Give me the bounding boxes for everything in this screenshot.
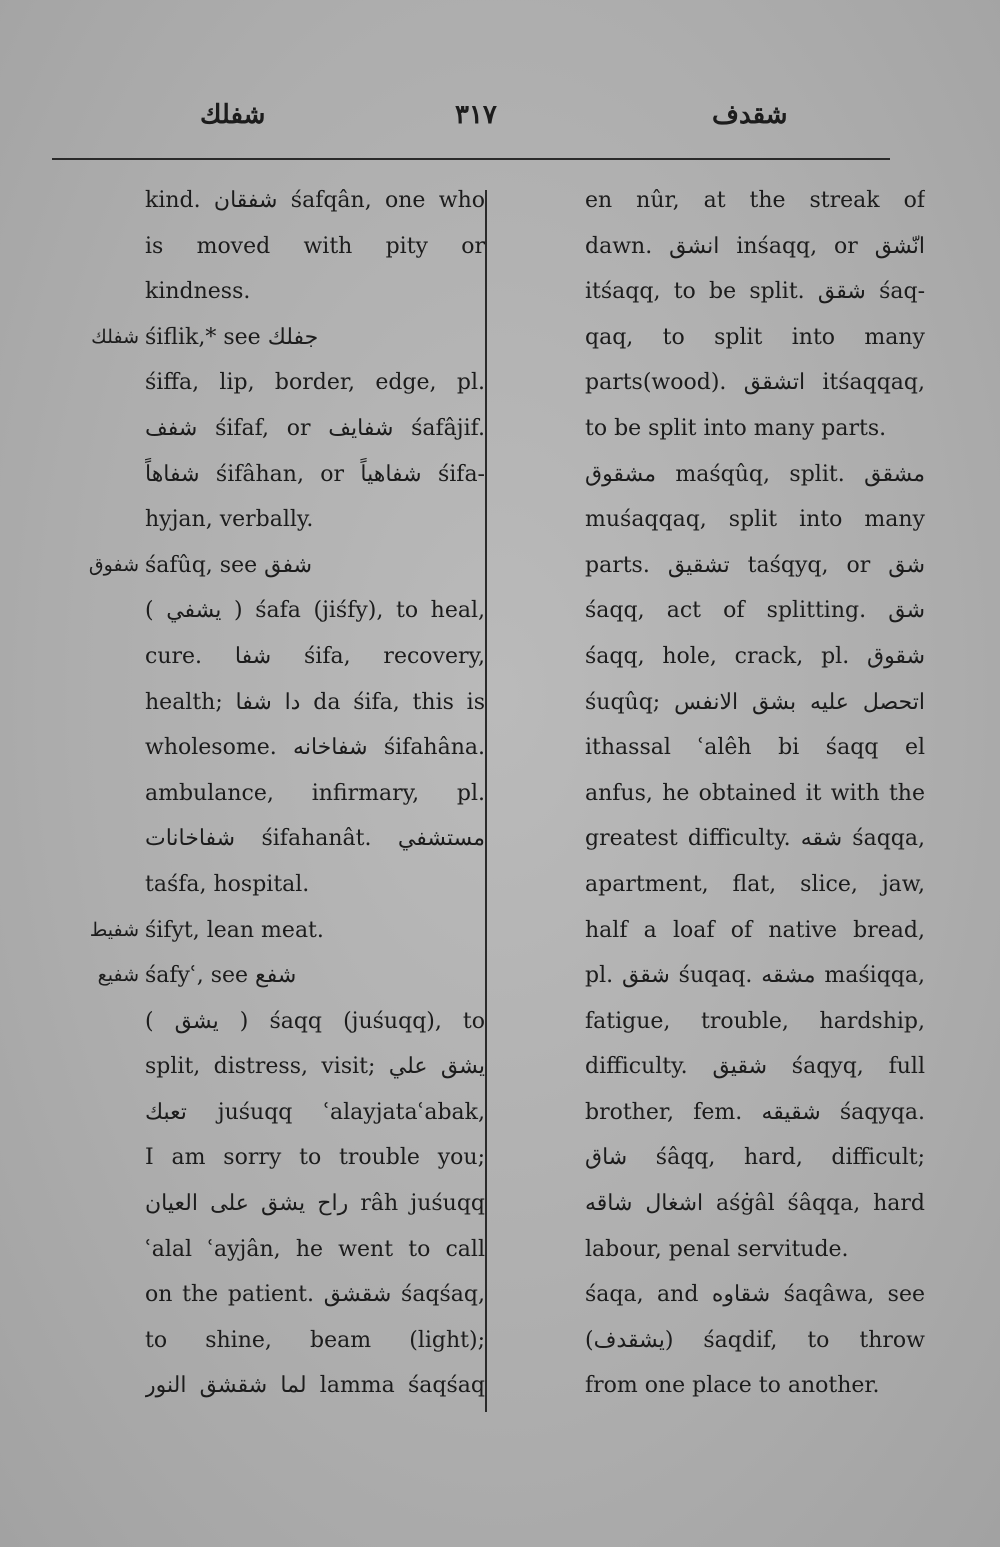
text-line xyxy=(585,588,925,634)
text-line xyxy=(97,953,485,999)
text-line xyxy=(145,1135,485,1181)
text-line xyxy=(145,1181,485,1227)
text-line xyxy=(585,178,925,224)
line-text: to shine, beam (light); xyxy=(145,1327,485,1353)
line-text: brother, fem. شقيقه śaqyqa. xyxy=(585,1099,925,1125)
text-line xyxy=(585,1318,925,1364)
text-line xyxy=(585,543,925,589)
text-line xyxy=(585,725,925,771)
column-divider xyxy=(485,190,487,1412)
text-line xyxy=(145,588,485,634)
line-text: from one place to another. xyxy=(585,1373,880,1399)
line-text: hyjan, verbally. xyxy=(145,507,314,533)
line-text: pl. شقق śuqaq. مشقه maśiqqa, xyxy=(585,963,925,989)
text-line xyxy=(585,1272,925,1318)
line-text: شفاخانات śifahanât. مستشفي xyxy=(145,826,485,852)
line-text: parts(wood). اتشقق itśaqqaq, xyxy=(585,370,925,396)
text-line xyxy=(585,1135,925,1181)
text-line xyxy=(585,953,925,999)
line-text: cure. شفا śifa, recovery, xyxy=(145,643,485,669)
line-text: śafûq, see شفق xyxy=(145,552,313,578)
line-text: شفاهاً śifâhan, or شفاهياً śifa- xyxy=(145,461,485,487)
text-line xyxy=(145,452,485,498)
text-line xyxy=(88,543,485,589)
line-text: śaqq, act of splitting. شق xyxy=(585,598,925,624)
line-text: qaq, to split into many xyxy=(585,324,925,350)
line-text: اشغال شاقه aśġâl śâqqa, hard xyxy=(585,1191,925,1217)
text-line xyxy=(145,1318,485,1364)
text-line xyxy=(145,999,485,1045)
line-text: half a loaf of native bread, xyxy=(585,917,925,943)
entry-headword: شفيع xyxy=(97,964,139,987)
text-line xyxy=(585,1227,925,1273)
line-text: مشقوق maśqûq, split. مشقق xyxy=(585,461,925,487)
text-line xyxy=(585,816,925,862)
line-text: śaqa, and شقاوه śaqâwa, see xyxy=(585,1282,925,1308)
running-head-right: شقدف xyxy=(712,100,788,130)
text-line xyxy=(145,178,485,224)
text-line xyxy=(145,1090,485,1136)
line-text: ambulance, infirmary, pl. xyxy=(145,780,485,806)
text-line xyxy=(145,497,485,543)
line-text: śiflik,* see جفلك xyxy=(145,324,319,350)
left-column xyxy=(88,178,485,1409)
text-line xyxy=(145,680,485,726)
line-text: is moved with pity or xyxy=(145,233,485,259)
text-line xyxy=(585,634,925,680)
text-line xyxy=(145,224,485,270)
text-line xyxy=(145,725,485,771)
text-line xyxy=(585,497,925,543)
line-text: health; دا شفا da śifa, this is xyxy=(145,689,485,715)
line-text: parts. تشقيق taśqyq, or شق xyxy=(585,552,925,578)
line-text: split, distress, visit; يشق علي xyxy=(145,1054,485,1080)
line-text: شفف śifaf, or شفايف śafâjif. xyxy=(145,415,485,441)
text-line xyxy=(585,406,925,452)
text-line xyxy=(585,1363,925,1409)
text-line xyxy=(145,406,485,452)
line-text: muśaqqaq, split into many xyxy=(585,507,925,533)
line-text: fatigue, trouble, hardship, xyxy=(585,1008,925,1034)
entry-headword: شفيط xyxy=(89,918,139,941)
running-head-left: شفلك xyxy=(200,100,266,130)
line-text: (يشقدف) śaqdif, to throw xyxy=(585,1327,925,1353)
text-line xyxy=(145,1044,485,1090)
text-line xyxy=(585,1181,925,1227)
line-text: śuqûq; اتحصل عليه بشق الانفس xyxy=(585,689,925,715)
line-text: dawn. انشق inśaqq, or انّشق xyxy=(585,233,925,259)
line-text: en nûr, at the streak of xyxy=(585,188,925,213)
line-text: itśaqq, to be split. شقق śaq- xyxy=(585,279,925,305)
line-text: apartment, flat, slice, jaw, xyxy=(585,871,925,897)
line-text: śaqq, hole, crack, pl. شقوق xyxy=(585,643,925,669)
line-text: ʿalal ʿayjân, he went to call xyxy=(145,1236,485,1262)
text-line xyxy=(145,634,485,680)
line-text: labour, penal servitude. xyxy=(585,1236,849,1262)
text-line xyxy=(145,1363,485,1409)
text-line xyxy=(145,269,485,315)
text-line xyxy=(585,771,925,817)
entry-headword: شفوق xyxy=(88,553,139,576)
text-line xyxy=(585,360,925,406)
entry-headword: شفلك xyxy=(91,325,139,348)
text-line xyxy=(585,862,925,908)
text-line xyxy=(585,315,925,361)
line-text: śifyt, lean meat. xyxy=(145,917,324,943)
text-line xyxy=(585,224,925,270)
text-line xyxy=(585,1090,925,1136)
line-text: لما شقشق النور lamma śaqśaq xyxy=(145,1373,485,1399)
text-line xyxy=(145,816,485,862)
line-text: kindness. xyxy=(145,279,251,305)
line-text: ithassal ʿalêh bi śaqq el xyxy=(585,735,925,761)
text-line xyxy=(145,1227,485,1273)
line-text: تعبك juśuqq ʿalayjataʿabak, xyxy=(145,1099,485,1125)
text-line xyxy=(145,771,485,817)
page-number: ٣١٧ xyxy=(455,100,497,130)
text-line xyxy=(585,908,925,954)
text-line xyxy=(91,315,485,361)
text-line xyxy=(89,908,485,954)
text-line xyxy=(585,680,925,726)
line-text: kind. شفقان śafqân, one who xyxy=(145,188,485,213)
line-text: śafyʿ, see شفع xyxy=(145,963,297,989)
line-text: wholesome. شفاخانه śifahâna. xyxy=(145,735,485,761)
text-line xyxy=(585,1044,925,1090)
line-text: difficulty. شقيق śaqyq, full xyxy=(585,1054,925,1080)
line-text: ( يشق ) śaqq (juśuqq), to xyxy=(145,1008,485,1034)
text-line xyxy=(145,862,485,908)
text-line xyxy=(145,1272,485,1318)
right-column xyxy=(585,178,925,1409)
line-text: on the patient. شقشق śaqśaq, xyxy=(145,1282,485,1308)
line-text: anfus, he obtained it with the xyxy=(585,780,925,806)
line-text: ( يشفي ) śafa (jiśfy), to heal, xyxy=(145,598,485,624)
line-text: greatest difficulty. شقه śaqqa, xyxy=(585,826,925,852)
text-line xyxy=(585,269,925,315)
text-line xyxy=(585,999,925,1045)
text-line xyxy=(145,360,485,406)
text-line xyxy=(585,452,925,498)
line-text: راح يشق على العيان râh juśuqq xyxy=(145,1191,485,1217)
line-text: to be split into many parts. xyxy=(585,415,887,441)
line-text: I am sorry to trouble you; xyxy=(145,1145,485,1171)
line-text: śiffa, lip, border, edge, pl. xyxy=(145,370,485,396)
header-rule xyxy=(52,158,890,160)
line-text: شاق śâqq, hard, difficult; xyxy=(585,1145,925,1171)
line-text: taśfa, hospital. xyxy=(145,871,310,897)
